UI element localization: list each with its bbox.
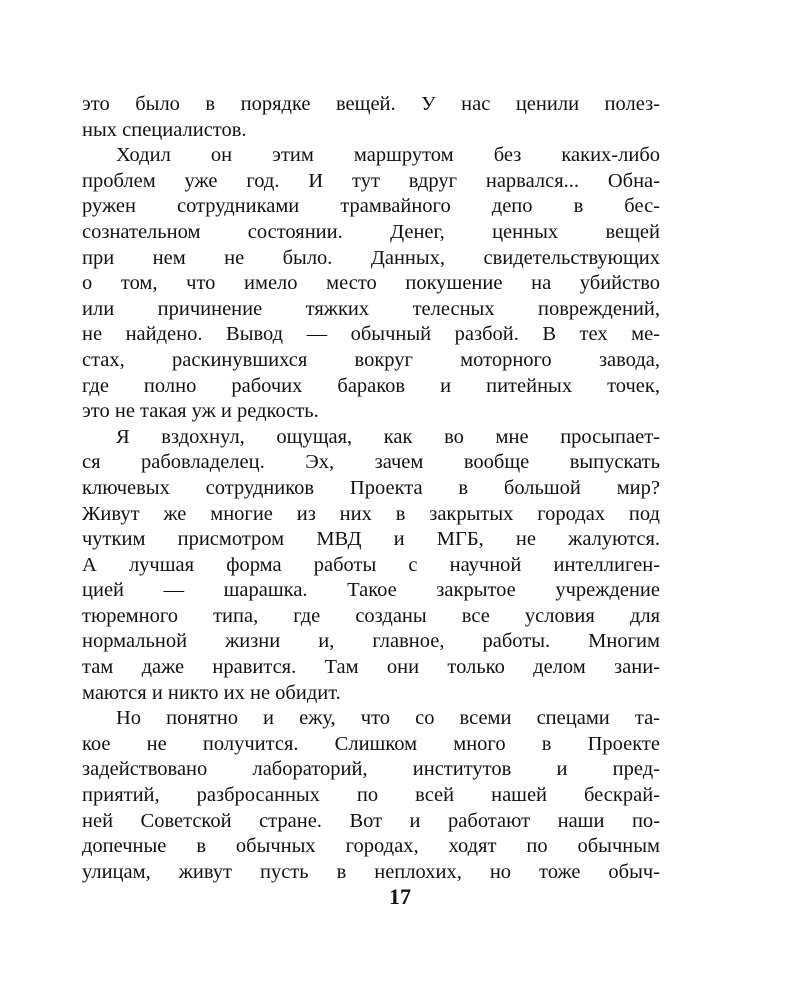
text-line: или причинение тяжких телесных повреждений, bbox=[82, 297, 660, 320]
page-body bbox=[82, 92, 660, 885]
page-number: 17 bbox=[389, 884, 411, 909]
text-line: о том, что имело место покушение на убийство bbox=[82, 272, 660, 295]
paragraph bbox=[82, 92, 660, 143]
text-line: Ходил он этим маршрутом без каких-либо bbox=[116, 144, 660, 167]
text-line: Я вздохнул, ощущая, как во мне просыпает- bbox=[116, 425, 660, 448]
text-line: не найдено. Вывод — обычный разбой. В тех ме- bbox=[82, 323, 660, 346]
text-line: приятий, разбросанных по всей нашей бескрай- bbox=[82, 784, 660, 807]
text-line: при нем не было. Данных, свидетельствующих bbox=[82, 246, 660, 269]
text-line: ружен сотрудниками трамвайного депо в бес- bbox=[82, 195, 660, 218]
text-line: это было в порядке вещей. У нас ценили полез- bbox=[82, 93, 660, 115]
text-line: А лучшая форма работы с научной интеллиген- bbox=[82, 553, 660, 576]
text-line: допечные в обычных городах, ходят по обычным bbox=[82, 835, 660, 858]
paragraph bbox=[82, 425, 660, 707]
text-line: это не такая уж и редкость. bbox=[82, 400, 319, 423]
text-line: где полно рабочих бараков и питейных точек, bbox=[82, 374, 660, 397]
text-line: чутким присмотром МВД и МГБ, не жалуются. bbox=[82, 528, 660, 551]
text-line: ней Советской стране. Вот и работают наши по- bbox=[82, 809, 660, 832]
text-line: там даже нравится. Там они только делом зани- bbox=[82, 656, 660, 679]
text-line: тюремного типа, где созданы все условия для bbox=[82, 604, 660, 627]
text-line: нормальной жизни и, главное, работы. Многим bbox=[82, 630, 660, 653]
text-line: задействовано лабораторий, институтов и пред- bbox=[82, 758, 660, 781]
text-line: улицам, живут пусть в неплохих, но тоже обыч- bbox=[82, 860, 660, 883]
text-line: кое не получится. Слишком много в Проекте bbox=[82, 732, 660, 755]
text-line: ся рабовладелец. Эх, зачем вообще выпускать bbox=[82, 451, 660, 474]
text-line: Живут же многие из них в закрытых городах под bbox=[82, 502, 660, 525]
paragraph bbox=[82, 143, 660, 425]
text-line: ключевых сотрудников Проекта в большой мир? bbox=[82, 476, 660, 499]
text-line: стах, раскинувшихся вокруг моторного завода, bbox=[82, 348, 660, 371]
text-line: ных специалистов. bbox=[82, 118, 247, 141]
text-line: Но понятно и ежу, что со всеми спецами та- bbox=[116, 707, 660, 730]
text-line: цией — шарашка. Такое закрытое учреждение bbox=[82, 579, 660, 602]
paragraph bbox=[82, 706, 660, 885]
text-line: маются и никто их не обидит. bbox=[82, 681, 341, 704]
text-line: сознательном состоянии. Денег, ценных вещей bbox=[82, 220, 660, 243]
text-line: проблем уже год. И тут вдруг нарвался... Обна- bbox=[82, 169, 660, 192]
